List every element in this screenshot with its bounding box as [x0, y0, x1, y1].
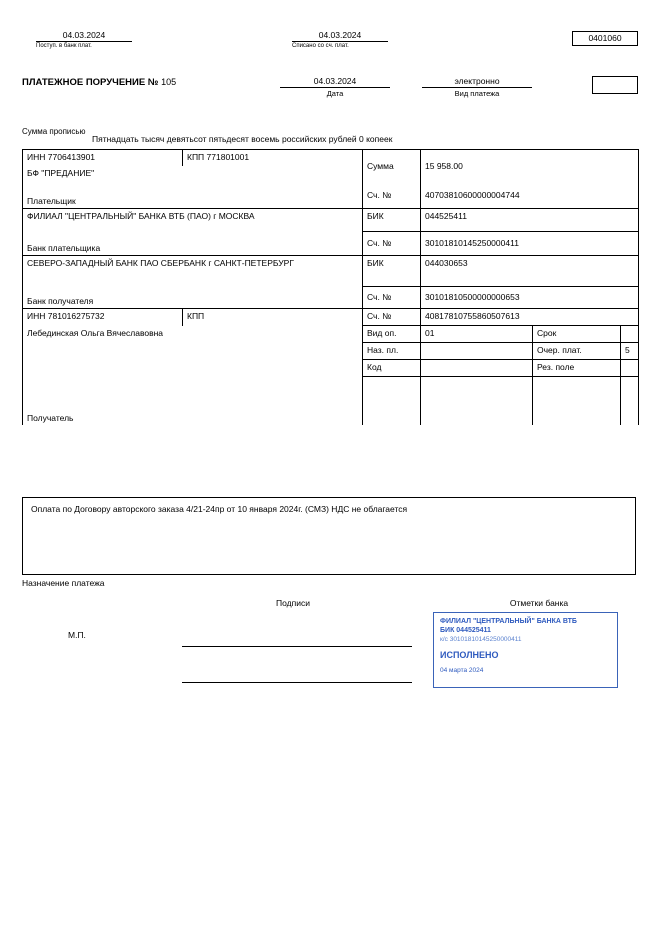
queue-label-cell: [533, 343, 621, 360]
purpose-text: Оплата по Договору авторского заказа 4/21-24пр от 10 января 2024г. (СМЗ) НДС не облагается: [31, 504, 408, 514]
date-received-in-bank: [36, 30, 132, 49]
page-title: [22, 77, 176, 88]
payee-bank-bik-label-cell: [363, 256, 421, 287]
op-kind-label-cell: [363, 326, 421, 343]
main-grid: [22, 127, 638, 425]
payer-account-value: 40703810600000004744: [425, 190, 520, 200]
table-row: [23, 150, 639, 167]
payer-inn-cell: [23, 150, 183, 167]
table-row: [23, 326, 639, 343]
date-written-off-caption: Списано со сч. плат.: [292, 43, 349, 49]
term-label: Срок: [537, 328, 557, 338]
spacer-cell-1: [363, 403, 421, 425]
amount-label: Сумма: [367, 161, 394, 171]
form-code: 0401060: [572, 31, 638, 46]
bank-execution-stamp: [433, 612, 618, 688]
spacer-cell-3: [533, 403, 621, 425]
date-received-caption: Поступ. в банк плат.: [36, 43, 92, 49]
payee-bank-name-cell: [23, 256, 363, 287]
document-number: 105: [161, 77, 177, 87]
amount-words-label: Сумма прописью: [22, 127, 86, 136]
payer-name-cell: [23, 166, 363, 182]
payee-bank-bik-value-cell: [421, 256, 639, 287]
payee-bank-bik-label: БИК: [367, 258, 384, 268]
table-row: [23, 286, 639, 309]
date-written-off-value: 04.03.2024: [292, 30, 388, 42]
payer-bank-account-label: Сч. №: [367, 238, 392, 249]
spacer-cell-4: [621, 403, 639, 425]
purpose-label: Назначение платежа: [22, 578, 105, 588]
payee-caption: Получатель: [27, 413, 74, 423]
payment-details-table: [22, 149, 639, 425]
stamp-place-label: М.П.: [68, 630, 86, 640]
stamp-status: ИСПОЛНЕНО: [440, 650, 499, 660]
payer-bank-account-value-cell: [421, 231, 639, 256]
payer-account-value-cell: [421, 182, 639, 209]
filler-cell-4: [621, 377, 639, 404]
payee-bank-name: СЕВЕРО-ЗАПАДНЫЙ БАНК ПАО СБЕРБАНК г САНКТ-ПЕТЕРБУРГ: [27, 258, 294, 268]
filler-cell-2: [421, 377, 533, 404]
term-label-cell: [533, 326, 621, 343]
stamp-bank-account: к/с 30101810145250000411: [440, 636, 522, 643]
document-title-row: [22, 76, 638, 104]
filler-cell-1: [363, 377, 421, 404]
payee-kpp-label: КПП: [187, 311, 205, 321]
payee-bank-account-label-cell: [363, 286, 421, 309]
payer-account-label-cell: [363, 182, 421, 209]
payee-account-value: 40817810755860507613: [425, 311, 520, 321]
payer-bank-account-value: 30101810145250000411: [425, 238, 519, 249]
payee-bank-account-value-cell: [421, 286, 639, 309]
payer-bank-name-cell: [23, 209, 363, 232]
purpose-code-label-cell: [363, 343, 421, 360]
payee-inn-value: 781016275732: [47, 311, 105, 321]
signature-line-2: [182, 682, 412, 683]
reserve-label-cell: [533, 360, 621, 377]
payment-kind-box: [592, 76, 638, 94]
op-kind-label: Вид оп.: [367, 328, 397, 338]
payer-caption: Плательщик: [27, 196, 76, 206]
payment-kind-value: электронно: [422, 76, 532, 88]
table-row: [23, 209, 639, 232]
op-kind-value: 01: [425, 328, 435, 338]
payer-inn-label: ИНН: [27, 152, 46, 162]
stamp-bank-bik: БИК 044525411: [440, 627, 491, 634]
purpose-section: [22, 497, 638, 588]
payment-kind-field: [422, 76, 532, 98]
purpose-code-value-cell: [421, 343, 533, 360]
signature-line-1: [182, 646, 412, 647]
table-row: [23, 403, 639, 425]
payee-inn-cell: [23, 309, 183, 326]
payer-bank-caption-cell: [23, 231, 363, 256]
stamp-date: 04 марта 2024: [440, 667, 484, 674]
payee-bank-caption-cell: [23, 286, 363, 309]
payee-name-cell: [23, 326, 363, 404]
reserve-value-cell: [621, 360, 639, 377]
amount-value-cell: [421, 150, 639, 183]
op-kind-value-cell: [421, 326, 533, 343]
payer-kpp-value: 771801001: [206, 152, 250, 162]
footer-section: [22, 598, 638, 708]
payer-bank-caption: Банк плательщика: [27, 243, 101, 253]
table-row: [23, 231, 639, 256]
payee-bank-account-label: Сч. №: [367, 292, 392, 303]
document-header-dates: [22, 30, 638, 56]
payee-account-value-cell: [421, 309, 639, 326]
purpose-code-label: Наз. пл.: [367, 345, 399, 355]
queue-label: Очер. плат.: [537, 345, 582, 355]
payee-inn-label: ИНН: [27, 311, 46, 321]
date-written-off: [292, 30, 388, 49]
payer-account-label: Сч. №: [367, 190, 392, 200]
payee-name: Лебединская Ольга Вячеславовна: [27, 327, 164, 338]
payer-kpp-cell: [183, 150, 363, 167]
code-label-cell: [363, 360, 421, 377]
term-value-cell: [621, 326, 639, 343]
amount-label-cell: [363, 150, 421, 183]
amount-words-value: Пятнадцать тысяч девятьсот пятьдесят восемь российских рублей 0 копеек: [92, 134, 393, 144]
code-value-cell: [421, 360, 533, 377]
payer-caption-cell: [23, 182, 363, 209]
payer-inn-value: 7706413901: [47, 152, 96, 162]
signatures-caption: Подписи: [276, 598, 310, 608]
amount-value: 15 958.00: [425, 161, 463, 171]
document-date-field: [280, 76, 390, 98]
code-label: Код: [367, 362, 382, 372]
table-row: [23, 256, 639, 287]
payer-bank-account-label-cell: [363, 231, 421, 256]
table-row: [23, 182, 639, 209]
payee-kpp-cell: [183, 309, 363, 326]
payee-caption-cell: [23, 403, 363, 425]
queue-value: 5: [625, 345, 630, 355]
purpose-box: [22, 497, 636, 575]
payee-account-label: Сч. №: [367, 311, 392, 321]
bank-marks-caption: Отметки банка: [509, 598, 569, 608]
stamp-bank-name: ФИЛИАЛ "ЦЕНТРАЛЬНЫЙ" БАНКА ВТБ: [440, 618, 577, 625]
spacer-cell-2: [421, 403, 533, 425]
payee-bank-account-value: 30101810500000000653: [425, 292, 520, 303]
payer-bank-name: ФИЛИАЛ "ЦЕНТРАЛЬНЫЙ" БАНКА ВТБ (ПАО) г МОСКВА: [27, 211, 255, 221]
payee-account-label-cell: [363, 309, 421, 326]
payer-bank-bik-value-cell: [421, 209, 639, 232]
payer-bank-bik-value: 044525411: [425, 211, 467, 221]
document-date-value: 04.03.2024: [280, 76, 390, 88]
document-title-text: ПЛАТЕЖНОЕ ПОРУЧЕНИЕ №: [22, 77, 159, 88]
payer-kpp-label: КПП: [187, 152, 205, 162]
payer-name: БФ "ПРЕДАНИЕ": [27, 168, 95, 178]
document-date-caption: Дата: [326, 89, 344, 98]
table-row: [23, 309, 639, 326]
payee-bank-caption: Банк получателя: [27, 296, 94, 306]
payee-bank-bik-value: 044030653: [425, 258, 468, 268]
payer-bank-bik-label-cell: [363, 209, 421, 232]
reserve-label: Рез. поле: [537, 362, 575, 372]
queue-value-cell: [621, 343, 639, 360]
date-received-value: 04.03.2024: [36, 30, 132, 42]
payer-bank-bik-label: БИК: [367, 211, 384, 221]
payment-kind-caption: Вид платежа: [454, 89, 500, 98]
filler-cell-3: [533, 377, 621, 404]
